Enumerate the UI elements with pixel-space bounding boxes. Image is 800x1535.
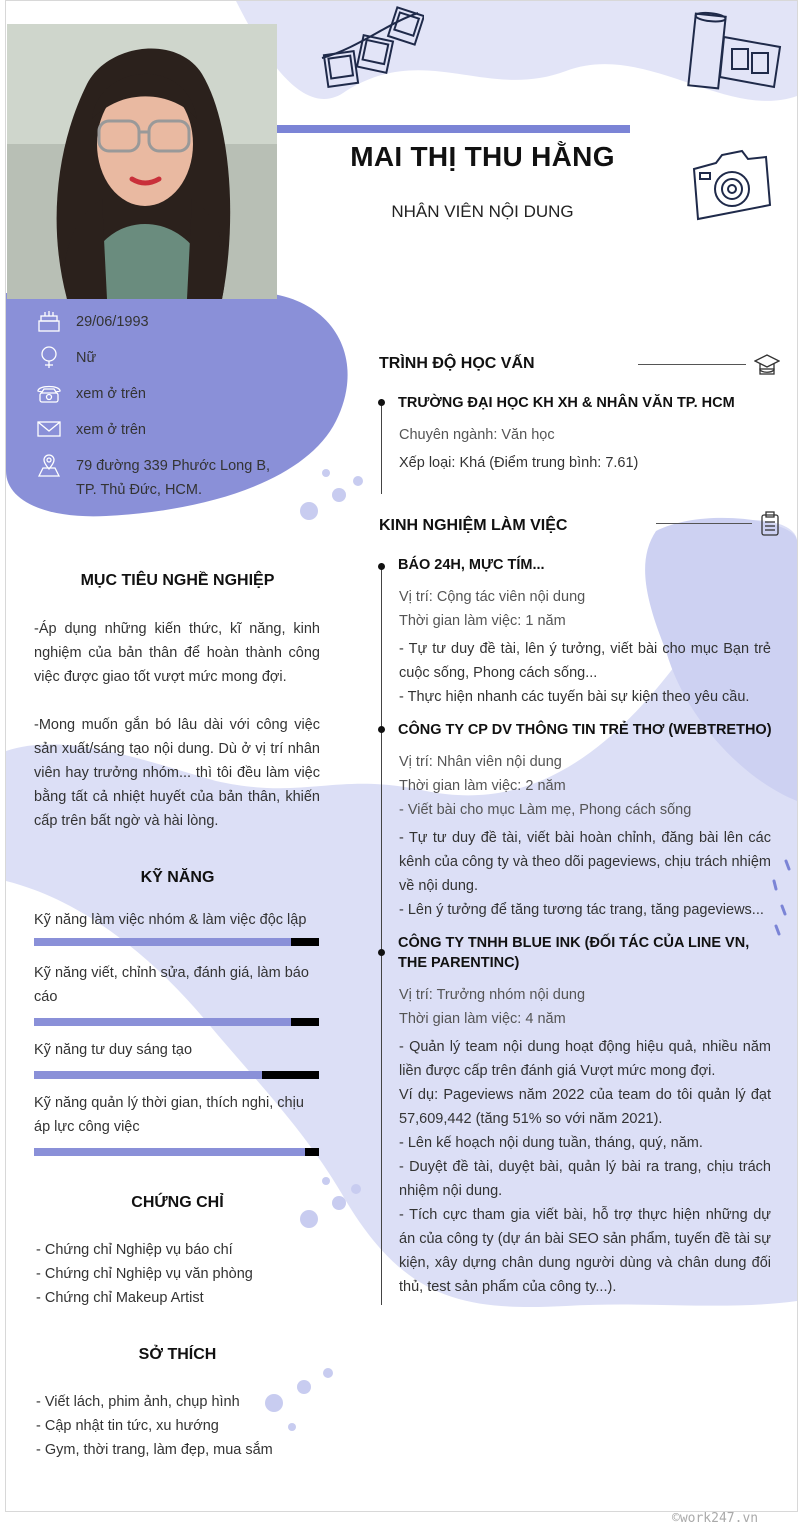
divider [656,523,752,524]
contact-birthday: 29/06/1993 [76,314,149,330]
skill-label: Kỹ năng viết, chỉnh sửa, đánh giá, làm báo cáo [34,965,309,1005]
header-accent-bar [277,125,630,133]
objective-paragraph-2: -Mong muốn gắn bó lâu dài với công việc sản xuất/sáng tạo nội dung. Dù ở vị trí nhân viên hay trưởng nhóm... thì tôi đều làm việc bằng tất cả nhiệt huyết của bản thân, khiến cấp trên bất ngờ và hài lòng. [34,717,320,829]
job-company: BÁO 24H, MỰC TÍM... [398,557,545,573]
timeline-dot [378,399,385,406]
clipboard-icon [760,511,780,537]
hobbies-title: SỞ THÍCH [138,1346,217,1363]
education-details: Chuyên ngành: Văn học Xếp loại: Khá (Điểm trung bình: 7.61) [399,427,639,471]
list-item: - Chứng chỉ Nghiệp vụ văn phòng [36,1266,253,1282]
film-roll-icon [682,7,786,93]
job-company: CÔNG TY CP DV THÔNG TIN TRẺ THƠ (WEBTRETHO) [398,722,772,738]
experience-title: KINH NGHIỆM LÀM VIỆC [379,517,568,534]
skill-level-bar [34,1071,319,1079]
contact-email: xem ở trên [76,422,146,438]
contact-phone: xem ở trên [76,386,146,402]
skill-level-fill [34,1071,262,1079]
mail-icon [36,417,62,441]
job-details: Vị trí: Cộng tác viên nội dung Thời gian làm việc: 1 năm - Tự tư duy đề tài, lên ý tưởng, viết bài cho mục Bạn trẻ cuộc sống, Phong cách sống... - Thực hiện nhanh các tuyến bài sự kiện theo yêu cầu. [399,589,771,705]
cake-icon [36,309,62,333]
skill-level-fill [34,1018,291,1026]
job-title: NHÂN VIÊN NỘI DUNG [391,202,574,221]
divider [638,364,746,365]
list-item: - Chứng chỉ Makeup Artist [36,1290,204,1306]
footer-watermark: ©work247.vn [672,1511,759,1526]
profile-photo [7,24,277,299]
skill-level-bar [34,1018,319,1026]
timeline-dot [378,563,385,570]
objective-title: MỤC TIÊU NGHỀ NGHIỆP [80,572,275,589]
list-item: - Chứng chỉ Nghiệp vụ báo chí [36,1242,233,1258]
job-company: CÔNG TY TNHH BLUE INK (ĐỐI TÁC CỦA LINE VN, THE PARENTINC) [398,935,750,971]
cv-page [5,0,798,1512]
job-details: Vị trí: Trưởng nhóm nội dung Thời gian làm việc: 4 năm - Quản lý team nội dung hoạt động hiệu quả, nhiều năm liền được cấp trên đánh giá Vượt mức mong đợi. Ví dụ: Pageviews năm 2022 của team do tôi quản lý đạt 57,609,442 (tăng 51% so với năm 2021). - Lên kế hoạch nội dung tuần, tháng, quý, năm. - Duyệt đề tài, duyệt bài, quản lý bài ra trang, chịu trách nhiệm nội dung. - Tích cực tham gia viết bài, hỗ trợ thực hiện những dự án của công ty (dự án bài SEO sản phẩm, tuyến đề tài sự kiện, xây dựng chân dung người dùng và chân dung đối thủ, test sản phẩm của công ty...). [399,987,771,1295]
skill-label: Kỹ năng làm việc nhóm & làm việc độc lập [34,912,307,928]
polaroid-garland-icon [318,3,424,93]
graduation-cap-icon [754,353,780,375]
objective-paragraph-1: -Áp dụng những kiến thức, kĩ năng, kinh nghiệm của bản thân để hoàn thành công việc được giao tốt vượt mức mong đợi. [34,621,320,685]
gender-icon [36,345,62,369]
skill-level-fill [34,938,291,946]
education-school: TRƯỜNG ĐẠI HỌC KH XH & NHÂN VĂN TP. HCM [398,395,735,411]
skill-level-fill [34,1148,305,1156]
certificates-list [36,1238,326,1310]
education-title: TRÌNH ĐỘ HỌC VẤN [379,355,535,372]
timeline-dot [378,726,385,733]
hobbies-list [36,1390,326,1462]
skill-level-bar [34,938,319,946]
list-item: - Viết lách, phim ảnh, chụp hình [36,1394,240,1410]
education-timeline [381,399,382,494]
phone-icon [36,381,62,405]
contact-address: 79 đường 339 Phước Long B, TP. Thủ Đức, HCM. [76,458,271,498]
list-item: - Gym, thời trang, làm đẹp, mua sắm [36,1442,273,1458]
skill-label: Kỹ năng quản lý thời gian, thích nghi, chịu áp lực công việc [34,1095,304,1135]
skill-level-bar [34,1148,319,1156]
job-details: Vị trí: Nhân viên nội dung Thời gian làm việc: 2 năm - Viết bài cho mục Làm mẹ, Phong cách sống - Tự tư duy đề tài, viết bài hoàn chỉnh, đăng bài lên các kênh của công ty và theo dõi pageviews, chịu trách nhiệm về nội dung. - Lên ý tưởng để tăng tương tác trang, tăng pageviews... [399,754,771,918]
candidate-name: MAI THỊ THU HẰNG [350,141,615,172]
certificates-title: CHỨNG CHỈ [131,1194,224,1211]
location-icon [36,453,62,477]
list-item: - Cập nhật tin tức, xu hướng [36,1418,219,1434]
camera-icon [688,149,774,225]
skills-title: KỸ NĂNG [140,869,215,886]
experience-timeline [381,563,382,1305]
timeline-dot [378,949,385,956]
contact-gender: Nữ [76,350,97,366]
skill-label: Kỹ năng tư duy sáng tạo [34,1042,193,1058]
